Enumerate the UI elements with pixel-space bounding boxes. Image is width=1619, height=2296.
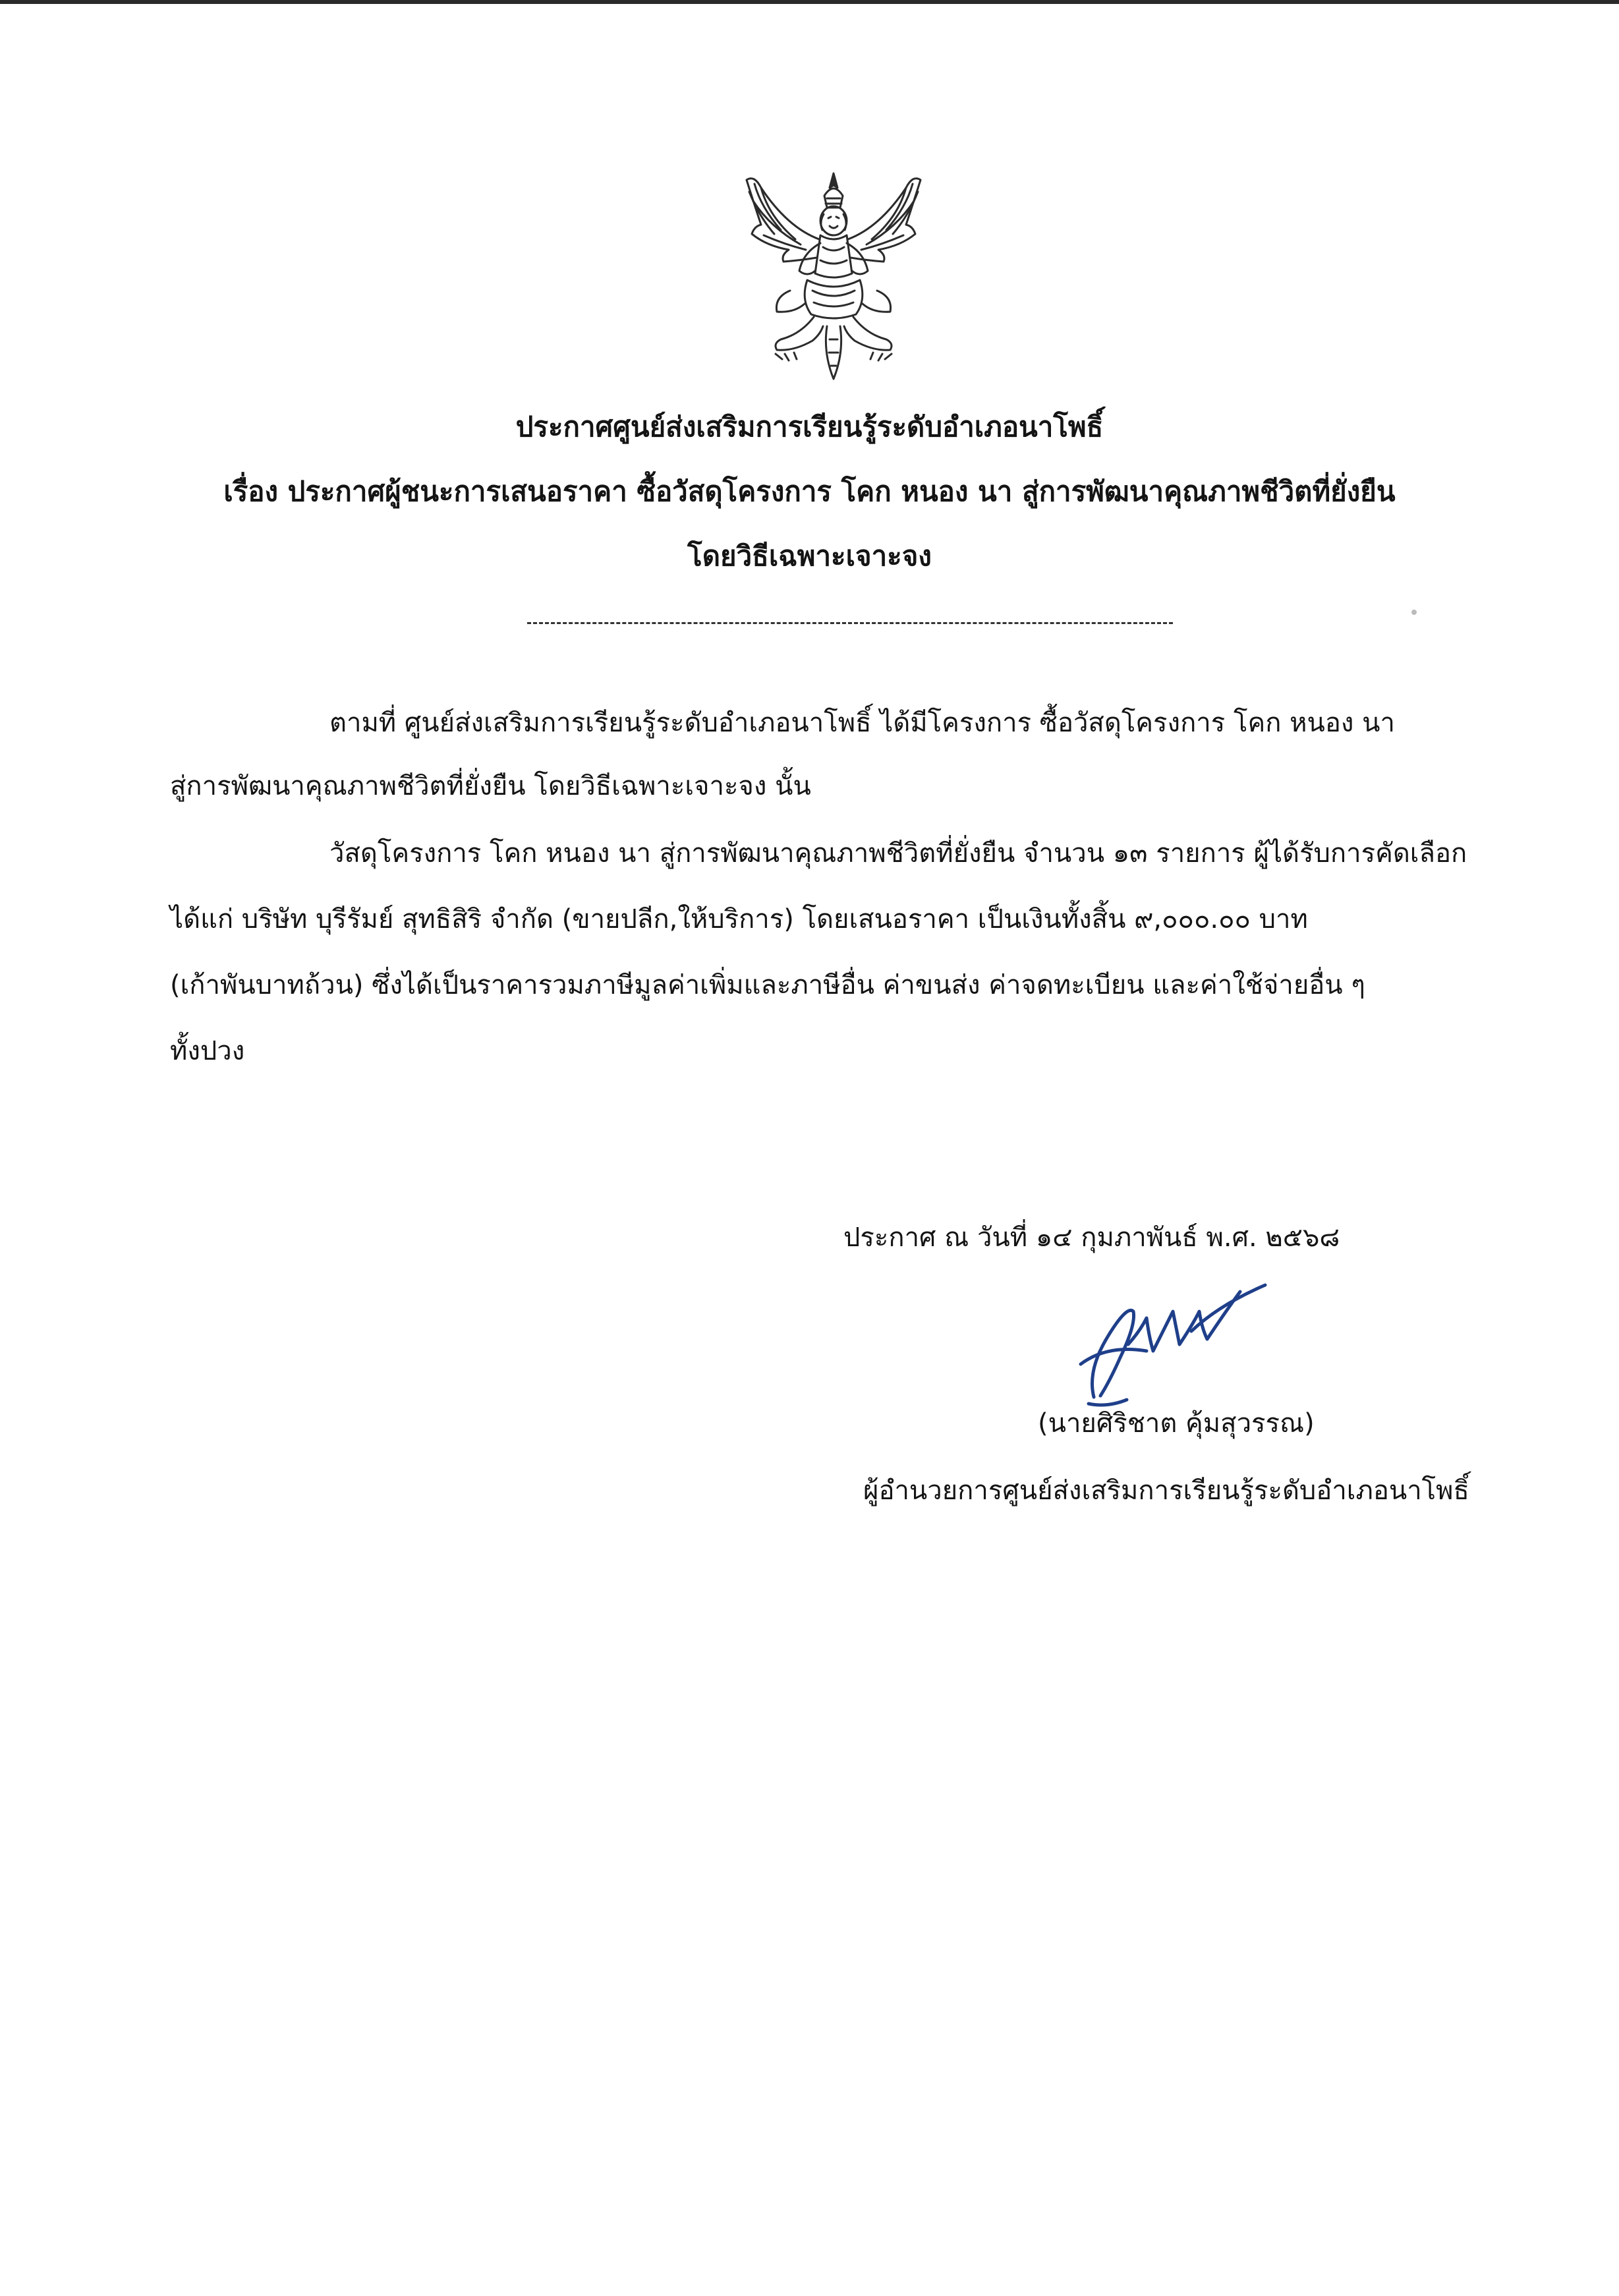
title-divider xyxy=(527,622,1173,624)
announcement-title: ประกาศศูนย์ส่งเสริมการเรียนรู้ระดับอำเภอนาโพธิ์ xyxy=(515,411,1104,443)
signature xyxy=(1067,1265,1305,1417)
body-paragraph-2-line-3: (เก้าพันบาทถ้วน) ซึ่งได้เป็นราคารวมภาษีมูลค่าเพิ่มและภาษีอื่น ค่าขนส่ง ค่าจดทะเบียน และค่าใช้จ่ายอื่น ๆ xyxy=(170,970,1365,1000)
scan-top-border xyxy=(0,0,1619,4)
body-paragraph-1-line-2: สู่การพัฒนาคุณภาพชีวิตที่ยั่งยืน โดยวิธีเฉพาะเจาะจง นั้น xyxy=(170,771,811,801)
announcement-subject: เรื่อง ประกาศผู้ชนะการเสนอราคา ซื้อวัสดุโครงการ โคก หนอง นา สู่การพัฒนาคุณภาพชีวิตที่ยั่งยืน xyxy=(223,475,1396,507)
announcement-date: ประกาศ ณ วันที่ ๑๔ กุมภาพันธ์ พ.ศ. ๒๕๖๘ xyxy=(843,1222,1340,1253)
body-paragraph-1-line-1: ตามที่ ศูนย์ส่งเสริมการเรียนรู้ระดับอำเภอนาโพธิ์ ได้มีโครงการ ซื้อวัสดุโครงการ โคก หนอง นา xyxy=(329,708,1395,738)
body-paragraph-2-line-4: ทั้งปวง xyxy=(170,1036,245,1066)
procurement-method: โดยวิธีเฉพาะเจาะจง xyxy=(687,540,932,572)
body-paragraph-2-line-1: วัสดุโครงการ โคก หนอง นา สู่การพัฒนาคุณภาพชีวิตที่ยั่งยืน จำนวน ๑๓ รายการ ผู้ได้รับการคัดเลือก xyxy=(329,838,1467,869)
signer-position: ผู้อำนวยการศูนย์ส่งเสริมการเรียนรู้ระดับอำเภอนาโพธิ์ xyxy=(863,1476,1469,1506)
signer-name: (นายศิริชาต คุ้มสุวรรณ) xyxy=(1038,1408,1315,1439)
body-paragraph-2-line-2: ได้แก่ บริษัท บุรีรัมย์ สุทธิสิริ จำกัด (ขายปลีก,ให้บริการ) โดยเสนอราคา เป็นเงินทั้งสิ้น ๙,๐๐๐.๐๐ บาท xyxy=(170,904,1308,934)
scan-speck xyxy=(1411,610,1417,615)
garuda-emblem-icon xyxy=(735,161,932,392)
